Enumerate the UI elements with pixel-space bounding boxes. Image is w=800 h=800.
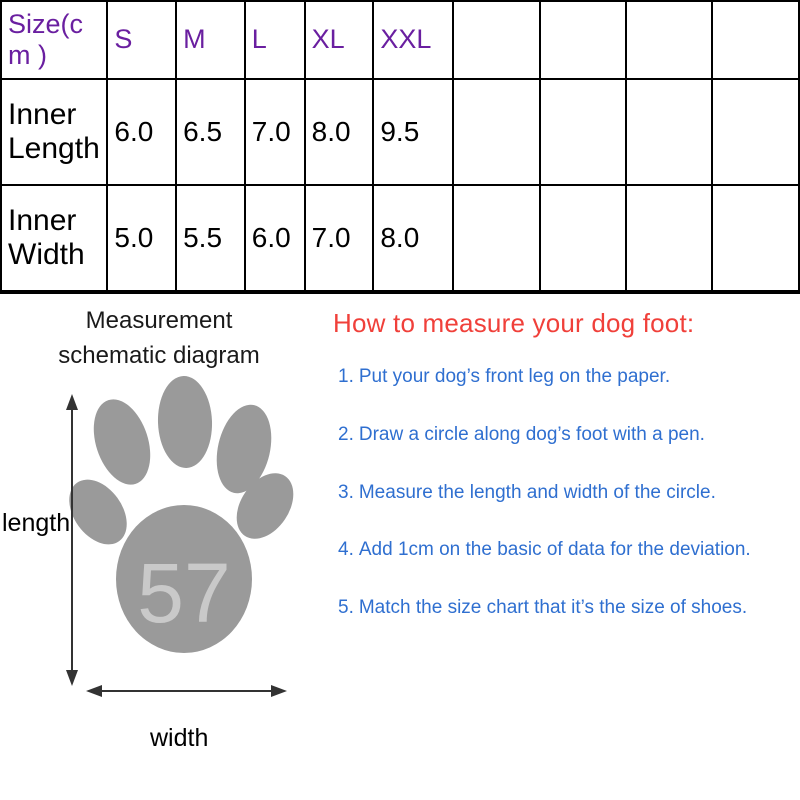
diagram-title-line1: Measurement	[85, 307, 233, 334]
header-blank-cell	[540, 1, 626, 79]
list-item	[338, 424, 800, 447]
length-label: length	[2, 509, 71, 537]
blank-cell	[712, 185, 799, 291]
header-blank-cell	[453, 1, 539, 79]
instructions-list	[338, 366, 800, 655]
blank-cell	[540, 185, 626, 291]
cell-inner-length-s: 6.0	[107, 79, 176, 185]
header-size-xxl: XXL	[373, 1, 453, 79]
lower-section	[0, 292, 800, 770]
diagram-title-line2: schematic diagram	[58, 341, 260, 369]
instructions-title: How to measure your dog foot:	[333, 308, 695, 338]
header-blank-cell	[712, 1, 799, 79]
blank-cell	[453, 185, 539, 291]
paw-number-text: 57	[137, 546, 231, 640]
header-size-label: Size(cm )	[1, 1, 107, 79]
blank-cell	[626, 79, 712, 185]
step-number: 5.	[338, 597, 354, 619]
cell-inner-width-m: 5.5	[176, 185, 245, 291]
step-number: 3.	[338, 481, 354, 503]
list-item	[338, 539, 800, 562]
blank-cell	[453, 79, 539, 185]
table-row	[1, 185, 799, 291]
width-arrow	[86, 685, 287, 697]
header-size-m: M	[176, 1, 245, 79]
row-label-inner-width: Inner Width	[1, 185, 107, 291]
header-size-xl: XL	[305, 1, 374, 79]
step-text: Draw a circle along dog’s foot with a pen.	[358, 423, 705, 445]
header-blank-cell	[626, 1, 712, 79]
blank-cell	[712, 79, 799, 185]
cell-inner-length-xl: 8.0	[305, 79, 374, 185]
cell-inner-width-xl: 7.0	[305, 185, 374, 291]
cell-inner-width-xxl: 8.0	[373, 185, 453, 291]
list-item	[338, 366, 800, 389]
step-text: Put your dog’s front leg on the paper.	[358, 366, 671, 387]
table-row	[1, 79, 799, 185]
step-text: Match the size chart that it’s the size of shoes.	[358, 597, 748, 619]
header-size-s: S	[107, 1, 176, 79]
cell-inner-length-m: 6.5	[176, 79, 245, 185]
cell-inner-width-s: 5.0	[107, 185, 176, 291]
blank-cell	[626, 185, 712, 291]
list-item	[338, 597, 800, 620]
length-arrow	[66, 394, 78, 686]
step-text: Measure the length and width of the circle.	[358, 481, 716, 503]
measurement-diagram-panel	[0, 294, 318, 770]
step-text: Add 1cm on the basic of data for the deviation.	[358, 539, 751, 561]
cell-inner-length-l: 7.0	[245, 79, 305, 185]
row-label-inner-length: Inner Length	[1, 79, 107, 185]
size-chart-table	[0, 0, 800, 292]
header-size-l: L	[245, 1, 305, 79]
width-label: width	[150, 724, 209, 752]
step-number: 2.	[338, 423, 354, 445]
instructions-panel	[330, 294, 800, 770]
blank-cell	[540, 79, 626, 185]
cell-inner-width-l: 6.0	[245, 185, 305, 291]
cell-inner-length-xxl: 9.5	[373, 79, 453, 185]
table-header-row	[1, 1, 799, 79]
list-item	[338, 482, 800, 505]
step-number: 1.	[338, 366, 354, 387]
step-number: 4.	[338, 539, 354, 561]
